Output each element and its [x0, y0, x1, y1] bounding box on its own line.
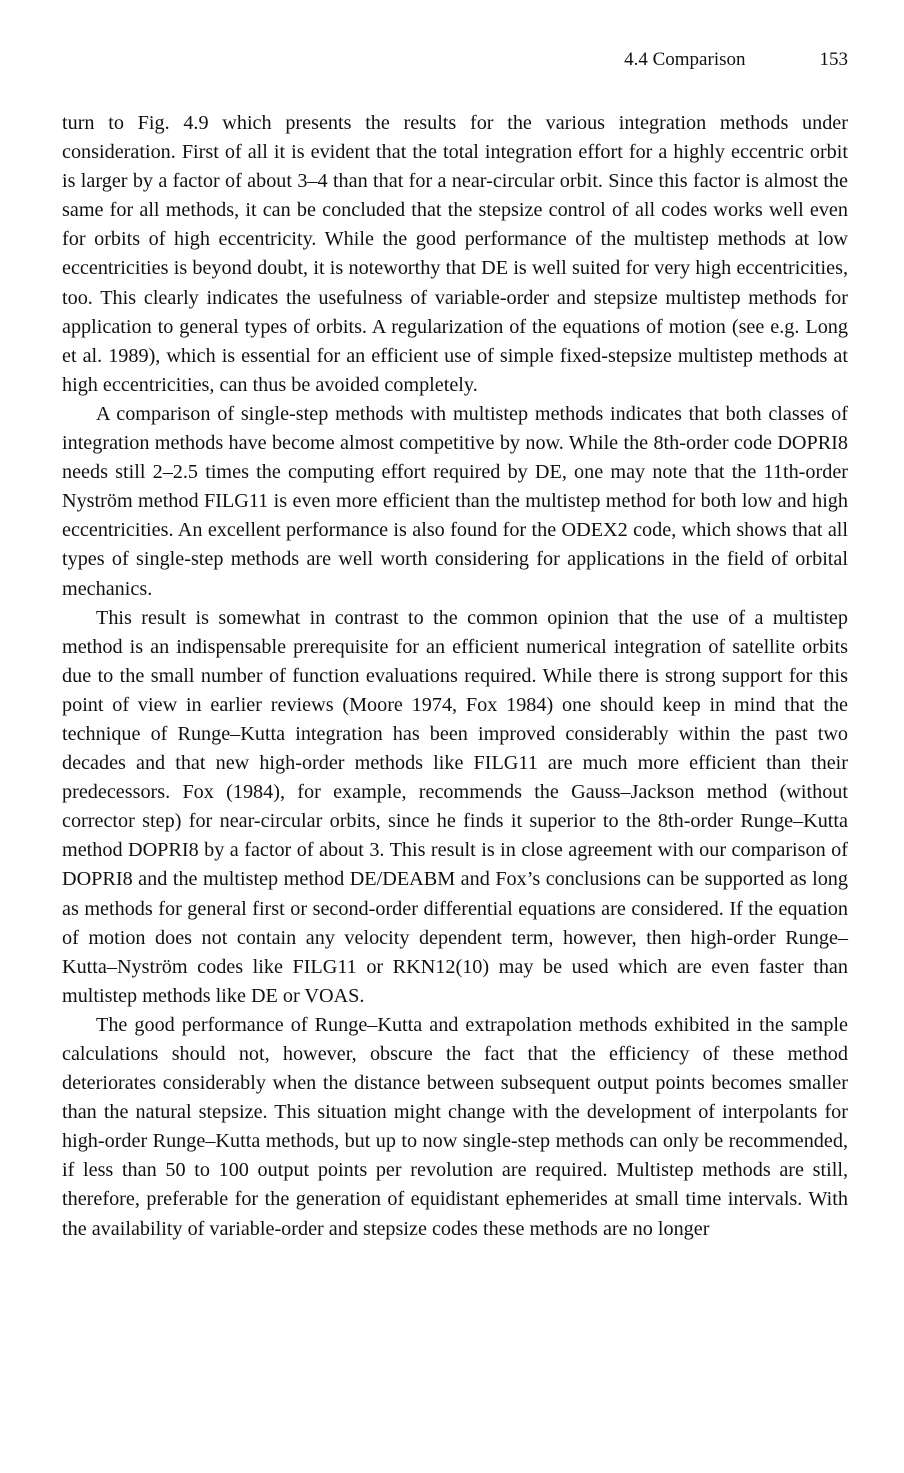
paragraph: The good performance of Runge–Kutta and extrapolation methods exhibited in the sample calculations should not, however, obscure the fact that the efficiency of these method deteriorates considerably when the distance between subsequent output points becomes smaller than the natural stepsize. This situation might change with the development of interpolants for high-order Runge–Kutta methods, but up to now single-step methods can only be recommended, if less than 50 to 100 output points per revolution are required. Multistep methods are still, therefore, preferable for the generation of equidistant ephemerides at small time intervals. With the availability of variable-order and stepsize codes these methods are no longer: [62, 1013, 848, 1240]
page-number: 153: [819, 49, 848, 70]
paragraph-continuation: turn to Fig. 4.9 which presents the results for the various integration methods under consideration. First of all it is evident that the total integration effort for a highly eccentric orbit is larger by a factor of about 3–4 than that for a near-circular orbit. Since this factor is almost the same for all methods, it can be concluded that the stepsize control of all codes works well even for orbits of high eccentricity. While the good performance of the multistep methods at low eccentricities is beyond doubt, it is noteworthy that DE is well suited for very high eccentricities, too. This clearly indicates the usefulness of variable-order and stepsize multistep methods for application to general types of orbits. A regularization of the equations of motion (see e.g. Long et al. 1989), which is essential for an efficient use of simple fixed-stepsize multistep methods at high eccentricities, can thus be avoided completely.: [62, 112, 848, 396]
section-title: 4.4 Comparison: [624, 49, 746, 70]
paragraph: This result is somewhat in contrast to the common opinion that the use of a multistep method is an indispensable prerequisite for an efficient numerical integration of satellite orbits due to the small number of function evaluations required. While there is strong support for this point of view in earlier reviews (Moore 1974, Fox 1984) one should keep in mind that the technique of Runge–Kutta integration has been improved considerably within the past two decades and that new high-order methods like FILG11 are much more efficient than their predecessors. Fox (1984), for example, recommends the Gauss–Jackson method (without corrector step) for near-circular orbits, since he finds it superior to the 8th-order Runge–Kutta method DOPRI8 by a factor of about 3. This result is in close agreement with our comparison of DOPRI8 and the multistep method DE/DEABM and Fox’s conclusions can be supported as long as methods for general first or second-order differential equations are considered. If the equation of motion does not contain any velocity dependent term, however, then high-order Runge–Kutta–Nyström codes like FILG11 or RKN12(10) may be used which are even faster than multistep methods like DE or VOAS.: [62, 606, 848, 1007]
body-text: [62, 109, 848, 1244]
running-header: [62, 46, 848, 74]
paragraph: A comparison of single-step methods with multistep methods indicates that both classes of integration methods have become almost competitive by now. While the 8th-order code DOPRI8 needs still 2–2.5 times the computing effort required by DE, one may note that the 11th-order Nyström method FILG11 is even more efficient than the multistep method for both low and high eccentricities. An excellent performance is also found for the ODEX2 code, which shows that all types of single-step methods are well worth considering for applications in the field of orbital mechanics.: [62, 402, 848, 600]
